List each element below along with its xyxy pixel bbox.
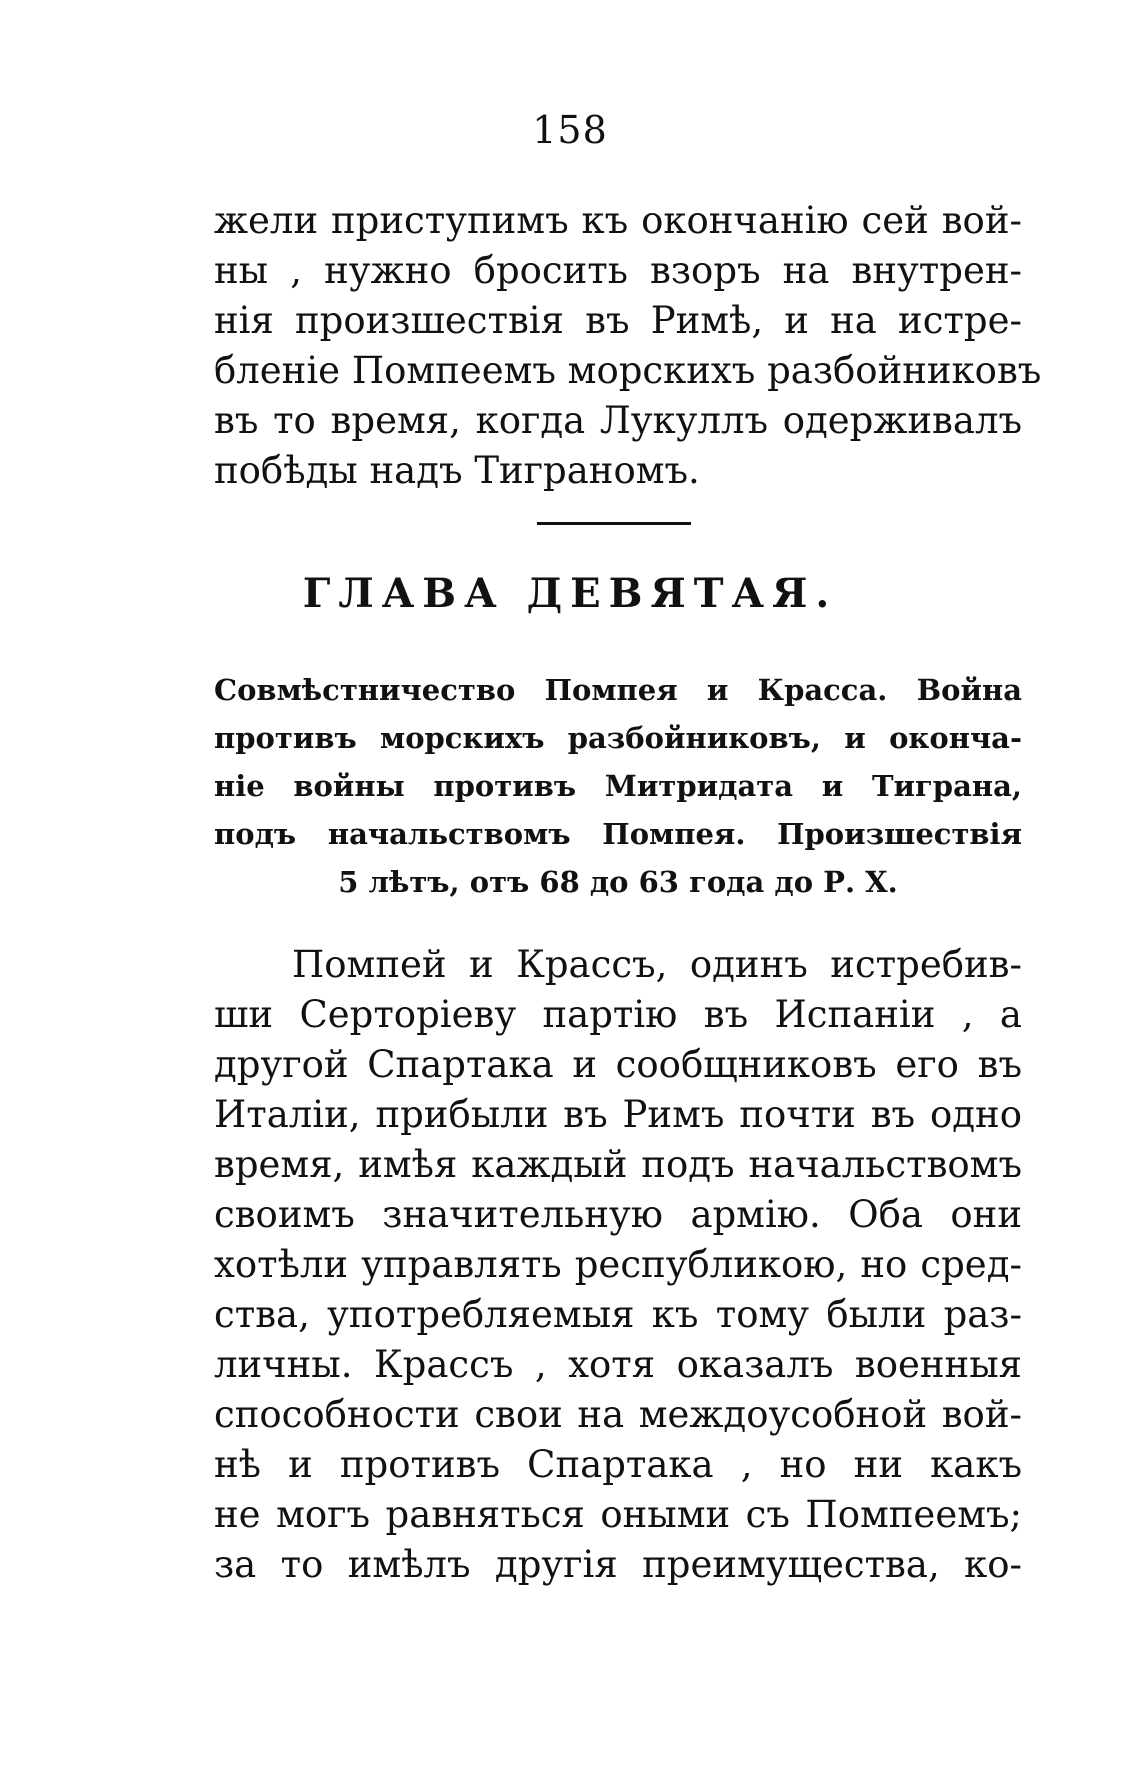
section-divider: [537, 522, 691, 525]
body-line: личны. Крассъ , хотя оказалъ военныя: [214, 1343, 1022, 1386]
body-line: ши Серторіеву партію въ Испаніи , а: [214, 993, 1022, 1036]
chapter-summary-line: противъ морскихъ разбойниковъ, и оконча-: [214, 721, 1022, 755]
body-line: ства, употребляемыя къ тому были раз-: [214, 1293, 1022, 1336]
body-line: способности свои на междоусобной вой-: [214, 1393, 1022, 1436]
intro-line: бленіе Помпеемъ морскихъ разбойниковъ: [214, 349, 1042, 392]
body-line: не могъ равняться оными съ Помпеемъ;: [214, 1493, 1022, 1536]
chapter-summary-line: ніе войны противъ Митридата и Тиграна,: [214, 769, 1022, 803]
page-number: 158: [532, 108, 608, 152]
body-line: Помпей и Крассъ, одинъ истребив-: [292, 943, 1022, 986]
body-line: хотѣли управлять республикою, но сред-: [214, 1243, 1022, 1286]
chapter-title: ГЛАВА ДЕВЯТАЯ.: [302, 570, 838, 617]
intro-line: въ то время, когда Лукуллъ одерживалъ: [214, 399, 1022, 442]
intro-line: ны , нужно бросить взоръ на внутрен-: [214, 249, 1022, 292]
chapter-summary-line: подъ начальствомъ Помпея. Произшествія: [214, 817, 1022, 851]
intro-line: нія произшествія въ Римѣ, и на истре-: [214, 299, 1022, 342]
body-line: за то имѣлъ другія преимущества, ко-: [214, 1543, 1022, 1586]
body-line: время, имѣя каждый подъ начальствомъ: [214, 1143, 1022, 1186]
chapter-summary-line: Совмѣстничество Помпея и Красса. Война: [214, 673, 1022, 707]
intro-line: жели приступимъ къ окончанію сей вой-: [214, 199, 1022, 242]
intro-line: побѣды надъ Тиграномъ.: [214, 449, 700, 492]
body-line: Италіи, прибыли въ Римъ почти въ одно: [214, 1093, 1022, 1136]
body-line: своимъ значительную армію. Оба они: [214, 1193, 1022, 1236]
chapter-summary-line: 5 лѣтъ, отъ 68 до 63 года до Р. Х.: [338, 865, 898, 899]
body-line: другой Спартака и сообщниковъ его въ: [214, 1043, 1022, 1086]
body-line: нѣ и противъ Спартака , но ни какъ: [214, 1443, 1022, 1486]
